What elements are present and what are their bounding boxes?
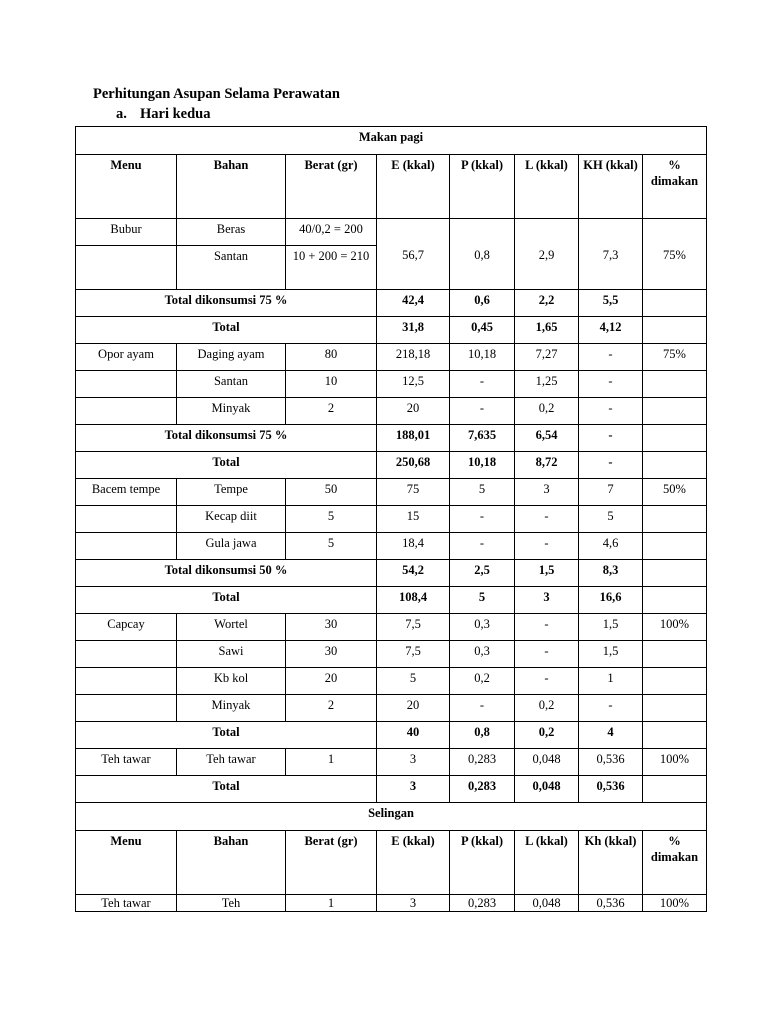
kh-cell: 5,5: [579, 290, 643, 317]
kh-cell: 0,536: [579, 776, 643, 803]
berat-cell: 40/0,2 = 200: [286, 219, 377, 246]
bahan-cell: Teh: [177, 895, 286, 912]
menu-cell: Teh tawar: [76, 749, 177, 776]
protein-cell: 0,2: [450, 668, 515, 695]
lemak-cell: 3: [515, 479, 579, 506]
lemak-cell: 8,72: [515, 452, 579, 479]
kh-cell: -: [579, 344, 643, 371]
header-row: [76, 155, 707, 219]
table-row: [76, 479, 707, 506]
header-kh: KH (kkal): [579, 155, 643, 219]
kh-cell: -: [579, 695, 643, 722]
pct-cell: [643, 290, 707, 317]
lemak-cell: 7,27: [515, 344, 579, 371]
berat-cell: 30: [286, 641, 377, 668]
kh-cell: 0,536: [579, 895, 643, 912]
lemak-cell: 2,9: [515, 219, 579, 290]
berat-cell: 80: [286, 344, 377, 371]
menu-cell: [76, 641, 177, 668]
section-row: [76, 127, 707, 155]
kh-cell: 0,536: [579, 749, 643, 776]
lemak-cell: -: [515, 533, 579, 560]
bahan-cell: Kb kol: [177, 668, 286, 695]
total-konsumsi-row: [76, 560, 707, 587]
bahan-cell: Santan: [177, 371, 286, 398]
bahan-cell: Kecap diit: [177, 506, 286, 533]
total-row: [76, 722, 707, 749]
lemak-cell: 0,2: [515, 398, 579, 425]
menu-cell: [76, 371, 177, 398]
lemak-cell: 3: [515, 587, 579, 614]
kh-cell: -: [579, 425, 643, 452]
section-selingan: Selingan: [76, 803, 707, 831]
bahan-cell: Santan: [177, 246, 286, 290]
protein-cell: 10,18: [450, 344, 515, 371]
pct-cell: 100%: [643, 614, 707, 641]
kh-cell: 16,6: [579, 587, 643, 614]
energy-cell: 15: [377, 506, 450, 533]
protein-cell: 0,283: [450, 895, 515, 912]
energy-cell: 42,4: [377, 290, 450, 317]
header-pct: % dimakan: [643, 831, 707, 895]
intake-table: [75, 126, 707, 912]
energy-cell: 7,5: [377, 614, 450, 641]
subsection-number: a.: [116, 106, 127, 122]
header-berat: Berat (gr): [286, 155, 377, 219]
section-makan-pagi: Makan pagi: [76, 127, 707, 155]
kh-cell: 4,12: [579, 317, 643, 344]
bahan-cell: Sawi: [177, 641, 286, 668]
energy-cell: 3: [377, 895, 450, 912]
protein-cell: 0,8: [450, 219, 515, 290]
total-label: Total: [76, 317, 377, 344]
bahan-cell: Minyak: [177, 695, 286, 722]
protein-cell: 0,283: [450, 749, 515, 776]
kh-cell: 7,3: [579, 219, 643, 290]
lemak-cell: 0,048: [515, 895, 579, 912]
kh-cell: -: [579, 398, 643, 425]
total-row: [76, 776, 707, 803]
lemak-cell: 1,25: [515, 371, 579, 398]
bahan-cell: Minyak: [177, 398, 286, 425]
menu-cell: Opor ayam: [76, 344, 177, 371]
table-row: [76, 749, 707, 776]
energy-cell: 40: [377, 722, 450, 749]
menu-cell: [76, 533, 177, 560]
menu-cell: Bubur: [76, 219, 177, 246]
lemak-cell: 0,048: [515, 776, 579, 803]
energy-cell: 54,2: [377, 560, 450, 587]
total-label: Total: [76, 776, 377, 803]
table-row: [76, 344, 707, 371]
header-row: [76, 831, 707, 895]
pct-cell: [643, 317, 707, 344]
energy-cell: 12,5: [377, 371, 450, 398]
pct-cell: 100%: [643, 749, 707, 776]
bahan-cell: Teh tawar: [177, 749, 286, 776]
total-row: [76, 317, 707, 344]
table-row: [76, 695, 707, 722]
lemak-cell: 0,2: [515, 695, 579, 722]
menu-cell: [76, 695, 177, 722]
pct-cell: [643, 722, 707, 749]
pct-cell: [643, 587, 707, 614]
menu-cell: [76, 668, 177, 695]
header-lemak: L (kkal): [515, 831, 579, 895]
lemak-cell: -: [515, 614, 579, 641]
energy-cell: 3: [377, 776, 450, 803]
table-row: [76, 533, 707, 560]
pct-cell: [643, 452, 707, 479]
energy-cell: 20: [377, 695, 450, 722]
total-konsumsi-label: Total dikonsumsi 75 %: [76, 290, 377, 317]
pct-cell: [643, 506, 707, 533]
table-row: [76, 398, 707, 425]
lemak-cell: 2,2: [515, 290, 579, 317]
table-row: [76, 895, 707, 912]
total-konsumsi-label: Total dikonsumsi 75 %: [76, 425, 377, 452]
protein-cell: 0,3: [450, 614, 515, 641]
header-energy: E (kkal): [377, 831, 450, 895]
protein-cell: 10,18: [450, 452, 515, 479]
kh-cell: -: [579, 452, 643, 479]
protein-cell: -: [450, 695, 515, 722]
pct-cell: [643, 533, 707, 560]
kh-cell: 8,3: [579, 560, 643, 587]
total-konsumsi-label: Total dikonsumsi 50 %: [76, 560, 377, 587]
berat-cell: 1: [286, 749, 377, 776]
total-label: Total: [76, 722, 377, 749]
protein-cell: 5: [450, 587, 515, 614]
energy-cell: 108,4: [377, 587, 450, 614]
header-menu: Menu: [76, 155, 177, 219]
protein-cell: 0,45: [450, 317, 515, 344]
header-berat: Berat (gr): [286, 831, 377, 895]
subsection-label: Hari kedua: [140, 106, 211, 122]
menu-cell: Bacem tempe: [76, 479, 177, 506]
berat-cell: 20: [286, 668, 377, 695]
energy-cell: 31,8: [377, 317, 450, 344]
lemak-cell: 1,65: [515, 317, 579, 344]
total-konsumsi-row: [76, 425, 707, 452]
protein-cell: 5: [450, 479, 515, 506]
protein-cell: -: [450, 371, 515, 398]
menu-cell: [76, 246, 177, 290]
lemak-cell: -: [515, 506, 579, 533]
table-row: [76, 219, 707, 246]
pct-cell: [643, 398, 707, 425]
bahan-cell: Beras: [177, 219, 286, 246]
pct-cell: [643, 560, 707, 587]
kh-cell: 4,6: [579, 533, 643, 560]
kh-cell: 1: [579, 668, 643, 695]
pct-cell: 75%: [643, 219, 707, 290]
lemak-cell: 0,048: [515, 749, 579, 776]
pct-cell: 100%: [643, 895, 707, 912]
kh-cell: 7: [579, 479, 643, 506]
protein-cell: -: [450, 533, 515, 560]
lemak-cell: 6,54: [515, 425, 579, 452]
energy-cell: 75: [377, 479, 450, 506]
kh-cell: -: [579, 371, 643, 398]
header-protein: P (kkal): [450, 155, 515, 219]
pct-cell: [643, 371, 707, 398]
kh-cell: 1,5: [579, 614, 643, 641]
pct-cell: [643, 776, 707, 803]
header-energy: E (kkal): [377, 155, 450, 219]
protein-cell: 7,635: [450, 425, 515, 452]
protein-cell: -: [450, 506, 515, 533]
berat-cell: 5: [286, 533, 377, 560]
menu-cell: [76, 506, 177, 533]
protein-cell: 0,8: [450, 722, 515, 749]
berat-cell: 2: [286, 695, 377, 722]
total-label: Total: [76, 452, 377, 479]
section-row: [76, 803, 707, 831]
pct-cell: [643, 425, 707, 452]
protein-cell: 2,5: [450, 560, 515, 587]
lemak-cell: 0,2: [515, 722, 579, 749]
energy-cell: 5: [377, 668, 450, 695]
energy-cell: 7,5: [377, 641, 450, 668]
berat-cell: 2: [286, 398, 377, 425]
energy-cell: 3: [377, 749, 450, 776]
header-bahan: Bahan: [177, 155, 286, 219]
kh-cell: 1,5: [579, 641, 643, 668]
energy-cell: 250,68: [377, 452, 450, 479]
header-protein: P (kkal): [450, 831, 515, 895]
total-label: Total: [76, 587, 377, 614]
header-lemak: L (kkal): [515, 155, 579, 219]
bahan-cell: Tempe: [177, 479, 286, 506]
energy-cell: 20: [377, 398, 450, 425]
total-konsumsi-row: [76, 290, 707, 317]
energy-cell: 218,18: [377, 344, 450, 371]
subsection-title: [116, 106, 211, 123]
berat-cell: 5: [286, 506, 377, 533]
berat-cell: 10 + 200 = 210: [286, 246, 377, 290]
total-row: [76, 452, 707, 479]
protein-cell: -: [450, 398, 515, 425]
pct-cell: [643, 641, 707, 668]
lemak-cell: -: [515, 641, 579, 668]
table-row: [76, 641, 707, 668]
table-row: [76, 371, 707, 398]
bahan-cell: Gula jawa: [177, 533, 286, 560]
kh-cell: 5: [579, 506, 643, 533]
header-menu: Menu: [76, 831, 177, 895]
bahan-cell: Wortel: [177, 614, 286, 641]
table-row: [76, 614, 707, 641]
pct-cell: [643, 668, 707, 695]
table-row: [76, 506, 707, 533]
pct-cell: 50%: [643, 479, 707, 506]
menu-cell: Teh tawar: [76, 895, 177, 912]
header-bahan: Bahan: [177, 831, 286, 895]
protein-cell: 0,283: [450, 776, 515, 803]
berat-cell: 10: [286, 371, 377, 398]
protein-cell: 0,6: [450, 290, 515, 317]
berat-cell: 1: [286, 895, 377, 912]
energy-cell: 188,01: [377, 425, 450, 452]
table-row: [76, 668, 707, 695]
berat-cell: 30: [286, 614, 377, 641]
total-row: [76, 587, 707, 614]
pct-cell: [643, 695, 707, 722]
menu-cell: [76, 398, 177, 425]
page-title: Perhitungan Asupan Selama Perawatan: [93, 86, 340, 102]
lemak-cell: -: [515, 668, 579, 695]
protein-cell: 0,3: [450, 641, 515, 668]
energy-cell: 18,4: [377, 533, 450, 560]
pct-cell: 75%: [643, 344, 707, 371]
energy-cell: 56,7: [377, 219, 450, 290]
header-pct: % dimakan: [643, 155, 707, 219]
bahan-cell: Daging ayam: [177, 344, 286, 371]
lemak-cell: 1,5: [515, 560, 579, 587]
menu-cell: Capcay: [76, 614, 177, 641]
header-kh: Kh (kkal): [579, 831, 643, 895]
berat-cell: 50: [286, 479, 377, 506]
kh-cell: 4: [579, 722, 643, 749]
